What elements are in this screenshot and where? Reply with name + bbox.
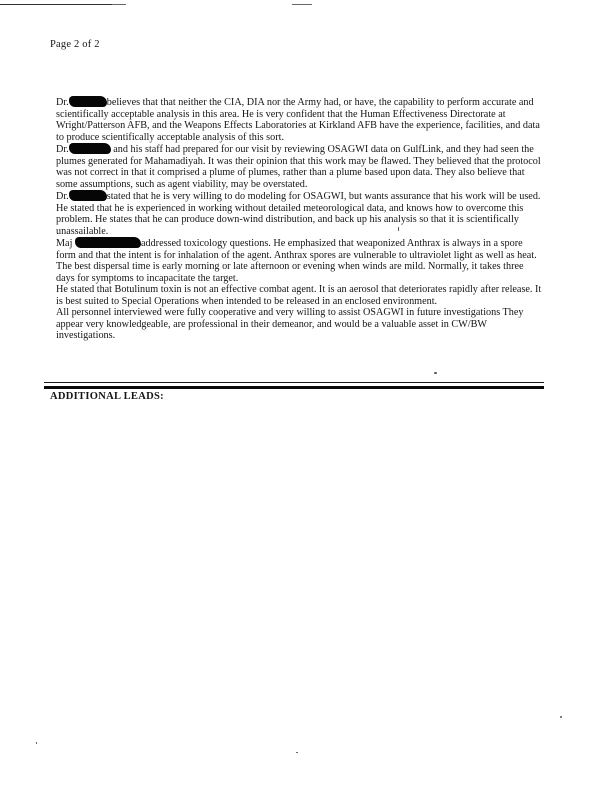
name-title: Dr. [56, 97, 69, 108]
paragraph [56, 237, 544, 284]
redaction-block [75, 237, 141, 248]
name-title: Maj [56, 238, 73, 249]
paragraph-text: believes that that neither the CIA, DIA nor the Army had, or have, the capability to perform accurate and scientifically acceptable analysis in this area. He is very confident that the Human Effectiveness Directorate at Wright/Patterson AFB, and the Weapons Effects Laboratories at Kirkland AFB have the experience, facilities, and data to produce scientifically acceptable analysis of this sort. [56, 97, 540, 143]
scan-mark [292, 4, 312, 5]
section-divider-thin [44, 382, 544, 383]
memo-body [56, 96, 544, 342]
scan-speck [296, 752, 298, 753]
redaction-block [69, 190, 107, 201]
top-edge-rule [0, 4, 124, 5]
paragraph [56, 143, 544, 190]
paragraph-text: All personnel interviewed were fully cooperative and very willing to assist OSAGWI in future investigations They appear very knowledgeable, are professional in their demeanor, and would be a valuable asset in CW/BW investigations. [56, 307, 524, 341]
scan-mark [112, 4, 126, 5]
redaction-block [69, 143, 111, 154]
name-title: Dr. [56, 144, 69, 155]
paragraph [56, 307, 544, 342]
paragraph-text: He stated that Botulinum toxin is not an effective combat agent. It is an aerosol that deteriorates rapidly after release. It is best suited to Special Operations when intended to be released in an enclosed environment. [56, 284, 542, 307]
section-divider-thick [44, 386, 544, 389]
additional-leads-heading: ADDITIONAL LEADS: [50, 391, 164, 402]
paragraph [56, 96, 544, 143]
redaction-block [69, 96, 107, 107]
page-number: Page 2 of 2 [50, 39, 100, 50]
scan-speck [560, 716, 562, 718]
scan-speck [434, 372, 437, 374]
paragraph-text: stated that he is very willing to do modeling for OSAGWI, but wants assurance that his work will be used. He stated that he is experienced in working without detailed meteorological data, and knows how to overcome this problem. He states that he can produce down-wind distribution, and back up his analysis so that it is scientifically unassailable. [56, 191, 541, 237]
paragraph-text: addressed toxicology questions. He emphasized that weaponized Anthrax is always in a spore form and that the intent is for inhalation of the agent. Anthrax spores are vulnerable to ultraviolet light as well as heat. The best dispersal time is early morning or late afternoon or evening when winds are mild. Normally, it takes three days for symptoms to incapacitate the target. [56, 238, 537, 284]
paragraph [56, 284, 544, 307]
name-title: Dr. [56, 191, 69, 202]
scan-speck [398, 227, 399, 231]
paragraph-text: and his staff had prepared for our visit by reviewing OSAGWI data on GulfLink, and they had seen the plumes generated for Mahamadiyah. It was their opinion that this work may be flawed. They believed that the protocol was not correct in that it comprised a plume of plumes, rather than a plume based upon data. They also believe that some assumptions, such as agent viability, may be overstated. [56, 144, 541, 190]
paragraph [56, 190, 544, 237]
scan-speck [36, 742, 37, 744]
